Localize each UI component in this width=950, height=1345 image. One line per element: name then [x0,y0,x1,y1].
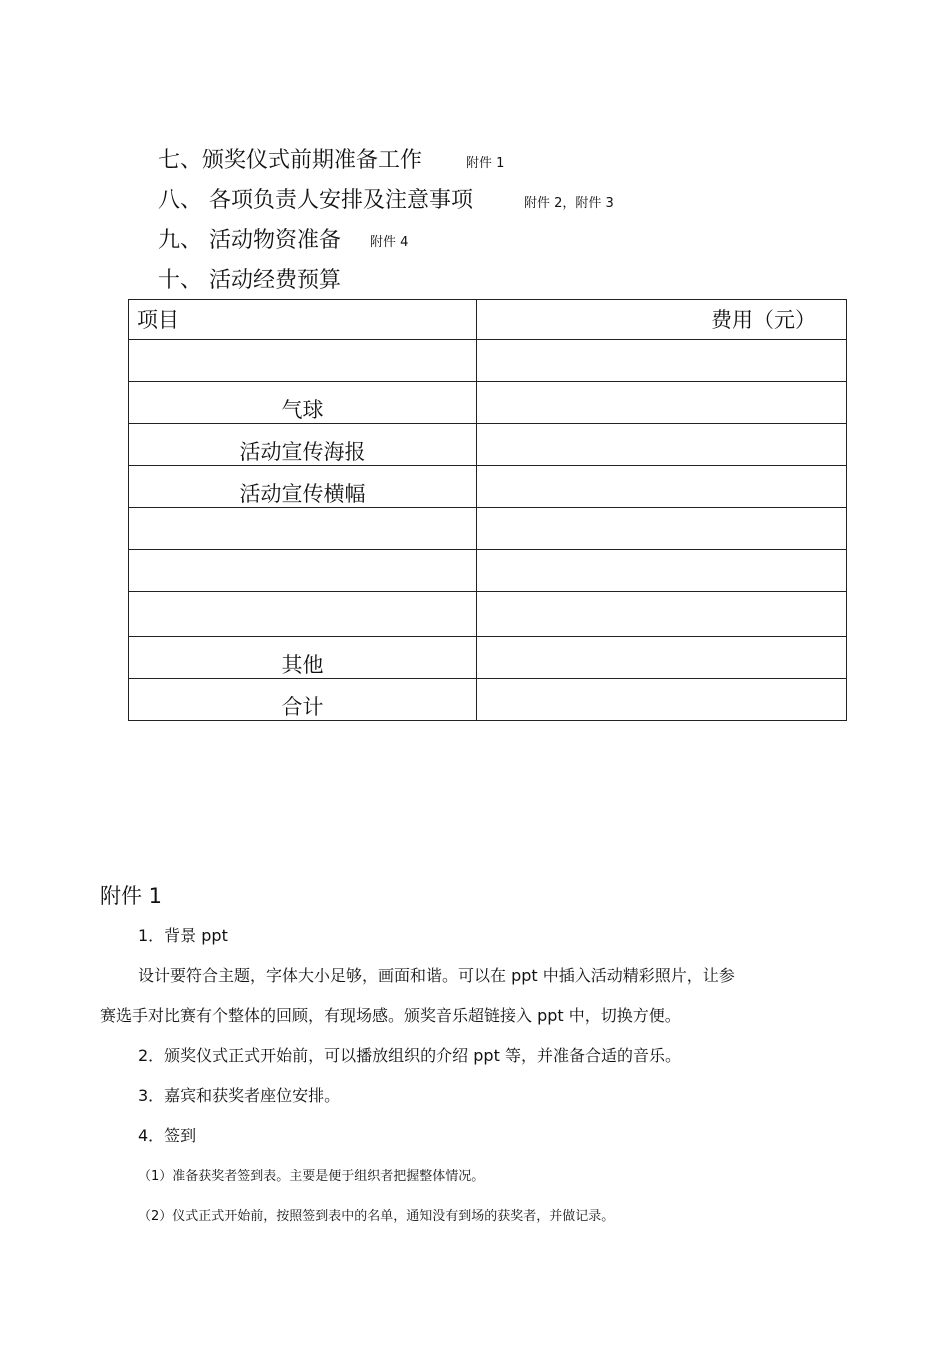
table-row [129,382,847,424]
appendix-item-1: 1．背景 ppt [138,926,228,945]
table-header-row [129,300,847,340]
cost-cell [477,637,847,679]
table-row [129,679,847,721]
cost-cell [477,340,847,382]
item-cell: 合计 [129,679,477,721]
section-8-note: 附件 2，附件 3 [524,196,614,211]
item-cell: 其他 [129,637,477,679]
table-row [129,466,847,508]
appendix-para-1-line-2: 赛选手对比赛有个整体的回顾，有现场感。颁奖音乐超链接入 ppt 中，切换方便。 [100,1006,681,1025]
item-cell [129,592,477,637]
cost-cell [477,592,847,637]
table-row [129,550,847,592]
appendix-sub-2: （2）仪式正式开始前，按照签到表中的名单，通知没有到场的获奖者，并做记录。 [138,1209,615,1224]
section-7-note: 附件 1 [466,156,505,171]
appendix-item-3: 3．嘉宾和获奖者座位安排。 [138,1086,341,1105]
section-8-title: 八、 各项负责人安排及注意事项 [158,188,473,213]
table-row [129,592,847,637]
cost-cell [477,550,847,592]
section-10-title: 十、 活动经费预算 [158,268,341,293]
appendix-item-2: 2．颁奖仪式正式开始前，可以播放组织的介绍 ppt 等，并准备合适的音乐。 [138,1046,681,1065]
cost-cell [477,466,847,508]
item-cell: 活动宣传横幅 [129,466,477,508]
table-row [129,340,847,382]
section-9-title: 九、 活动物资准备 [158,228,341,253]
section-9-note: 附件 4 [370,235,409,250]
item-cell: 气球 [129,382,477,424]
header-item: 项目 [129,300,477,340]
cost-cell [477,382,847,424]
budget-table [128,299,847,721]
appendix-para-1-line-1: 设计要符合主题，字体大小足够，画面和谐。可以在 ppt 中插入活动精彩照片，让参 [138,966,735,985]
table-row [129,508,847,550]
appendix-sub-1: （1）准备获奖者签到表。主要是便于组织者把握整体情况。 [138,1169,485,1184]
cost-cell [477,679,847,721]
item-cell [129,340,477,382]
appendix-title: 附件 1 [100,884,163,908]
table-row [129,424,847,466]
item-cell [129,550,477,592]
section-7-title: 七、颁奖仪式前期准备工作 [158,148,423,173]
item-cell: 活动宣传海报 [129,424,477,466]
item-cell [129,508,477,550]
appendix-item-4: 4．签到 [138,1126,197,1145]
cost-cell [477,508,847,550]
cost-cell [477,424,847,466]
table-row [129,637,847,679]
header-cost: 费用（元） [477,300,847,340]
